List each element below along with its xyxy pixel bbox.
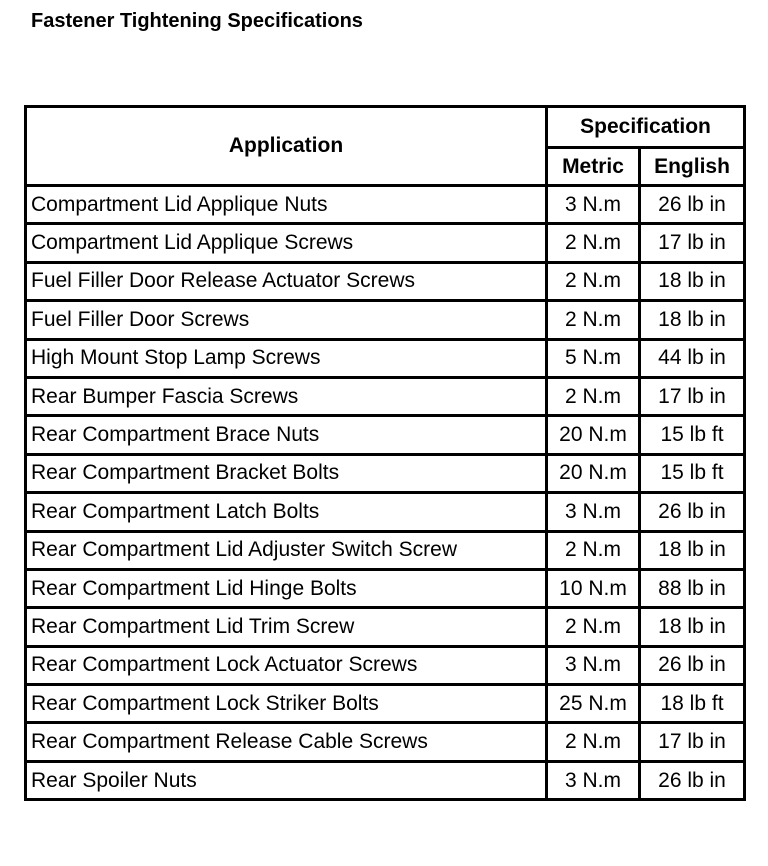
cell-english: 17 lb in [640,377,745,415]
table-row [26,493,745,531]
cell-application: Rear Compartment Lid Hinge Bolts [26,569,547,607]
cell-application: Rear Spoiler Nuts [26,761,547,799]
cell-application: Rear Bumper Fascia Screws [26,377,547,415]
cell-metric: 2 N.m [547,224,640,262]
header-specification: Specification [547,107,745,148]
cell-english: 26 lb in [640,761,745,799]
cell-metric: 2 N.m [547,608,640,646]
table-row [26,224,745,262]
cell-application: Rear Compartment Brace Nuts [26,416,547,454]
cell-metric: 2 N.m [547,262,640,300]
cell-application: Rear Compartment Lock Striker Bolts [26,685,547,723]
cell-metric: 2 N.m [547,301,640,339]
table-row [26,186,745,224]
table-row [26,569,745,607]
cell-metric: 2 N.m [547,531,640,569]
cell-metric: 5 N.m [547,339,640,377]
table-row [26,301,745,339]
cell-english: 44 lb in [640,339,745,377]
page-title: Fastener Tightening Specifications [31,10,363,32]
cell-metric: 20 N.m [547,454,640,492]
cell-english: 18 lb in [640,262,745,300]
table-row [26,262,745,300]
cell-english: 88 lb in [640,569,745,607]
cell-metric: 3 N.m [547,761,640,799]
cell-application: Rear Compartment Lock Actuator Screws [26,646,547,684]
cell-metric: 20 N.m [547,416,640,454]
header-metric: Metric [547,148,640,186]
cell-application: Rear Compartment Lid Adjuster Switch Screw [26,531,547,569]
table-row [26,416,745,454]
cell-metric: 2 N.m [547,377,640,415]
cell-application: Fuel Filler Door Release Actuator Screws [26,262,547,300]
cell-english: 26 lb in [640,646,745,684]
cell-english: 17 lb in [640,723,745,761]
cell-english: 18 lb ft [640,685,745,723]
cell-application: Rear Compartment Release Cable Screws [26,723,547,761]
cell-metric: 25 N.m [547,685,640,723]
cell-metric: 2 N.m [547,723,640,761]
cell-application: Rear Compartment Bracket Bolts [26,454,547,492]
cell-application: Fuel Filler Door Screws [26,301,547,339]
cell-english: 18 lb in [640,531,745,569]
table-row [26,646,745,684]
header-application: Application [26,107,547,186]
table-row [26,685,745,723]
cell-english: 18 lb in [640,608,745,646]
cell-application: Compartment Lid Applique Nuts [26,186,547,224]
table-row [26,608,745,646]
cell-english: 17 lb in [640,224,745,262]
cell-application: Rear Compartment Latch Bolts [26,493,547,531]
cell-metric: 10 N.m [547,569,640,607]
cell-english: 26 lb in [640,493,745,531]
table-row [26,454,745,492]
table-row [26,531,745,569]
cell-application: Compartment Lid Applique Screws [26,224,547,262]
fastener-spec-table [24,105,746,801]
cell-metric: 3 N.m [547,493,640,531]
cell-english: 26 lb in [640,186,745,224]
table-row [26,339,745,377]
cell-english: 15 lb ft [640,454,745,492]
table-row [26,377,745,415]
cell-metric: 3 N.m [547,186,640,224]
cell-english: 18 lb in [640,301,745,339]
cell-metric: 3 N.m [547,646,640,684]
header-english: English [640,148,745,186]
cell-english: 15 lb ft [640,416,745,454]
cell-application: Rear Compartment Lid Trim Screw [26,608,547,646]
table-row [26,761,745,799]
cell-application: High Mount Stop Lamp Screws [26,339,547,377]
table-row [26,723,745,761]
